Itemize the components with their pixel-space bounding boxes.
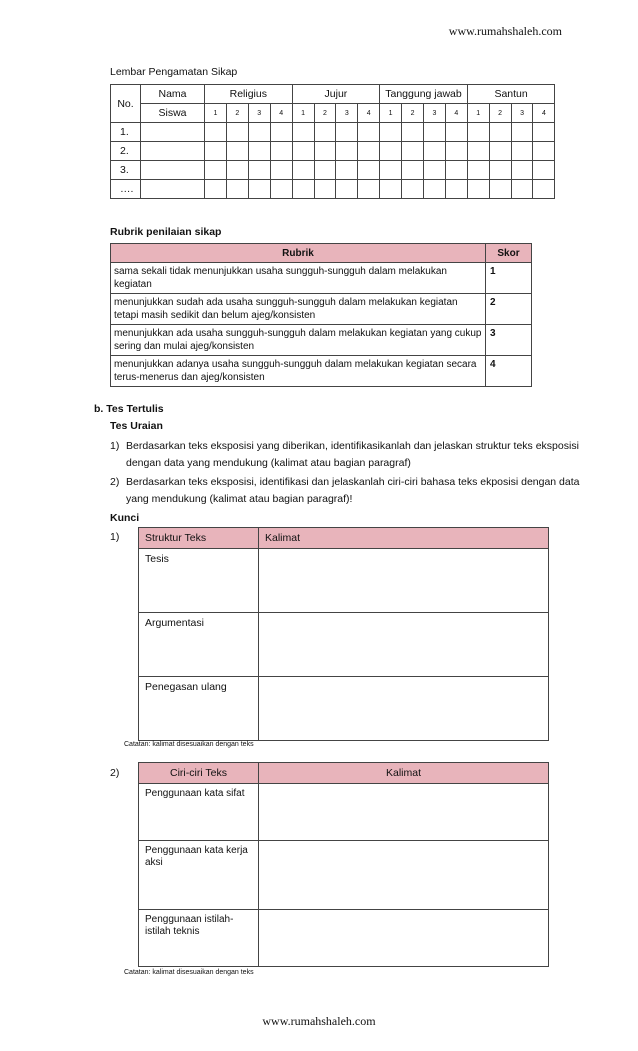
table-row	[111, 294, 532, 325]
table-row	[139, 910, 549, 967]
question-1-line: Berdasarkan teks eksposisi yang diberikan, identifikasikanlah dan jelaskan struktur teks eksposisi	[126, 440, 579, 452]
table-row	[111, 180, 555, 199]
scale-cell: 3	[336, 104, 358, 123]
rubrik-table	[110, 243, 532, 387]
rubrik-skor: 1	[486, 263, 532, 294]
scale-cell: 1	[467, 104, 489, 123]
table-row	[111, 123, 555, 142]
question-2	[126, 474, 596, 508]
tes-sub: Tes Uraian	[110, 420, 163, 432]
ciri-cell: Penggunaan istilah-istilah teknis	[139, 910, 259, 967]
table-row	[139, 677, 549, 741]
row-number: 1.	[111, 123, 141, 142]
tes-heading: b. Tes Tertulis	[94, 403, 164, 415]
rubrik-text: menunjukkan sudah ada usaha sungguh-sungguh dalam melakukan kegiatan tetapi masih sedikit dan belum ajeg/konsisten	[111, 294, 486, 325]
rubrik-text: menunjukkan ada usaha sungguh-sungguh dalam melakukan kegiatan yang cukup sering dan mulai ajeg/konsisten	[111, 325, 486, 356]
row-number: ….	[111, 180, 141, 199]
scale-cell: 2	[489, 104, 511, 123]
scale-cell: 4	[533, 104, 555, 123]
ciri-cell: Penggunaan kata kerja aksi	[139, 841, 259, 910]
group-religius: Religius	[205, 85, 293, 104]
col-no: No.	[111, 85, 141, 123]
kunci2-note: Catatan: kalimat disesuaikan dengan teks	[124, 969, 254, 976]
group-tanggung-jawab: Tanggung jawab	[380, 85, 468, 104]
rubrik-title: Rubrik penilaian sikap	[110, 226, 222, 238]
scale-cell: 3	[423, 104, 445, 123]
col-rubrik: Rubrik	[111, 244, 486, 263]
scale-cell: 3	[248, 104, 270, 123]
table-row	[111, 325, 532, 356]
table-row	[139, 841, 549, 910]
rubrik-skor: 2	[486, 294, 532, 325]
question-2-line: Berdasarkan teks eksposisi, identifikasi dan jelaskanlah ciri-ciri bahasa teks ekposisi dengan data	[126, 476, 580, 488]
sikap-title: Lembar Pengamatan Sikap	[110, 66, 238, 78]
struktur-cell: Tesis	[139, 549, 259, 613]
struktur-cell: Penegasan ulang	[139, 677, 259, 741]
kunci2-number: 2)	[110, 767, 120, 779]
question-1-line: dengan data yang mendukung (kalimat atau bagian paragraf)	[126, 457, 411, 469]
kunci2-table	[138, 762, 549, 967]
scale-cell: 2	[402, 104, 424, 123]
table-row	[139, 784, 549, 841]
table-row	[111, 263, 532, 294]
struktur-cell: Argumentasi	[139, 613, 259, 677]
col-kalimat: Kalimat	[259, 528, 549, 549]
header-url: www.rumahshaleh.com	[448, 24, 562, 38]
kunci1-note: Catatan: kalimat disesuaikan dengan teks	[124, 741, 254, 748]
question-1-number: 1)	[110, 440, 120, 452]
rubrik-skor: 3	[486, 325, 532, 356]
row-number: 3.	[111, 161, 141, 180]
table-row	[111, 356, 532, 387]
rubrik-skor: 4	[486, 356, 532, 387]
scale-cell: 1	[205, 104, 227, 123]
rubrik-text: menunjukkan adanya usaha sungguh-sungguh dalam melakukan kegiatan secara terus-menerus dan ajeg/konsisten	[111, 356, 486, 387]
table-row	[111, 142, 555, 161]
group-santun: Santun	[467, 85, 555, 104]
kunci1-table	[138, 527, 549, 741]
scale-cell: 2	[314, 104, 336, 123]
footer-url: www.rumahshaleh.com	[262, 1014, 376, 1028]
col-skor: Skor	[486, 244, 532, 263]
scale-cell: 4	[358, 104, 380, 123]
ciri-cell: Penggunaan kata sifat	[139, 784, 259, 841]
scale-cell: 4	[270, 104, 292, 123]
scale-cell: 2	[226, 104, 248, 123]
col-nama: Nama	[141, 85, 205, 104]
col-kalimat: Kalimat	[259, 763, 549, 784]
scale-cell: 1	[292, 104, 314, 123]
question-2-number: 2)	[110, 476, 120, 488]
question-2-line: yang mendukung (kalimat atau bagian paragraf)!	[126, 493, 353, 505]
row-number: 2.	[111, 142, 141, 161]
scale-cell: 4	[445, 104, 467, 123]
col-struktur-teks: Struktur Teks	[139, 528, 259, 549]
sikap-table	[110, 84, 555, 199]
kunci1-number: 1)	[110, 531, 120, 543]
group-jujur: Jujur	[292, 85, 380, 104]
scale-cell: 3	[511, 104, 533, 123]
kunci-label: Kunci	[110, 512, 140, 524]
table-row	[139, 613, 549, 677]
scale-cell: 1	[380, 104, 402, 123]
col-ciri-teks: Ciri-ciri Teks	[139, 763, 259, 784]
rubrik-text: sama sekali tidak menunjukkan usaha sungguh-sungguh dalam melakukan kegiatan	[111, 263, 486, 294]
table-row	[139, 549, 549, 613]
col-siswa: Siswa	[141, 104, 205, 123]
table-row	[111, 161, 555, 180]
question-1	[126, 438, 596, 472]
